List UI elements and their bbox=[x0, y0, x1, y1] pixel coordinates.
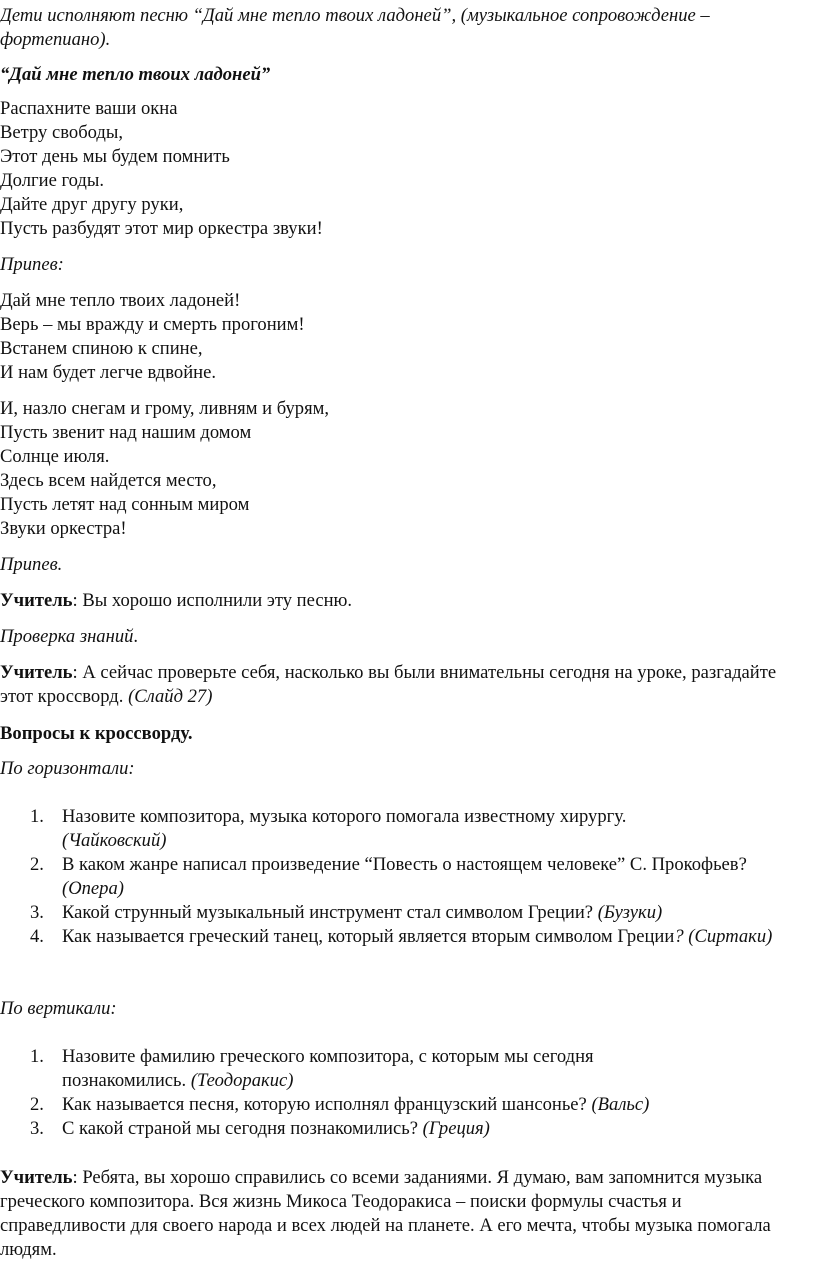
list-item: 3. С какой страной мы сегодня познакомились? (Греция) bbox=[30, 1118, 490, 1139]
verse-line: Пусть разбудят этот мир оркестра звуки! bbox=[0, 218, 323, 239]
chorus-label: Припев: bbox=[0, 254, 64, 275]
list-item: 1. Назовите композитора, музыка которого помогала известному хирургу. (Чайковский) bbox=[30, 806, 627, 851]
teacher-text: : Ребята, вы хорошо справились со всеми заданиями. Я думаю, вам запомнится музыка греческого композитора. Вся жизнь Микоса Теодоракиса – поиски формулы счастья и справедливости для своего народа и всех людей на планете. А его мечта, чтобы музыка помогала людям. bbox=[0, 1167, 771, 1260]
chorus bbox=[0, 289, 305, 385]
chorus-line: И нам будет легче вдвойне. bbox=[0, 362, 216, 383]
list-item: 1. Назовите фамилию греческого композитора, с которым мы сегодня познакомились. (Теодоракис) bbox=[30, 1046, 594, 1091]
teacher-remark-3 bbox=[0, 1166, 812, 1262]
verse-line: Пусть летят над сонным миром bbox=[0, 494, 250, 515]
list-item: 4. Как называется греческий танец, который является вторым символом Греции? (Сиртаки) bbox=[30, 926, 773, 947]
horizontal-questions bbox=[0, 805, 790, 949]
verse-line: Здесь всем найдется место, bbox=[0, 470, 217, 491]
knowledge-check-dot: . bbox=[133, 626, 139, 647]
verse-line: И, назло снегам и грому, ливням и бурям, bbox=[0, 398, 330, 419]
list-item: 3. Какой струнный музыкальный инструмент стал символом Греции? (Бузуки) bbox=[30, 902, 663, 923]
list-item: 2. Как называется песня, которую исполнял французский шансонье? (Вальс) bbox=[30, 1094, 650, 1115]
verse-line: Этот день мы будем помнить bbox=[0, 146, 230, 167]
teacher-remark-2 bbox=[0, 661, 812, 709]
chorus-line: Встанем спиною к спине, bbox=[0, 338, 203, 359]
knowledge-check bbox=[0, 625, 138, 649]
verse-line: Дайте друг другу руки, bbox=[0, 194, 184, 215]
verse-line: Ветру свободы, bbox=[0, 122, 124, 143]
verse-line: Звуки оркестра! bbox=[0, 518, 127, 539]
verse-line: Долгие годы. bbox=[0, 170, 105, 191]
chorus-line: Дай мне тепло твоих ладоней! bbox=[0, 290, 241, 311]
song-title: “Дай мне тепло твоих ладоней” bbox=[0, 64, 271, 85]
vertical-questions bbox=[0, 1045, 790, 1141]
teacher-text: : А сейчас проверьте себя, насколько вы были внимательны сегодня на уроке, разгадайте этот кроссворд. bbox=[0, 662, 777, 707]
verse-line: Распахните ваши окна bbox=[0, 98, 178, 119]
verse-1 bbox=[0, 97, 323, 241]
verse-2 bbox=[0, 397, 329, 541]
questions-heading: Вопросы к кроссворду. bbox=[0, 723, 193, 744]
slide-reference: (Слайд 27) bbox=[128, 686, 213, 707]
list-item: 2. В каком жанре написал произведение “Повесть о настоящем человеке” С. Прокофьев? (Опера) bbox=[30, 854, 747, 899]
chorus-repeat: Припев. bbox=[0, 554, 63, 575]
knowledge-check-label: Проверка знаний bbox=[0, 626, 134, 647]
teacher-label: Учитель bbox=[0, 1167, 73, 1188]
chorus-line: Верь – мы вражду и смерть прогоним! bbox=[0, 314, 305, 335]
teacher-label: Учитель bbox=[0, 662, 73, 683]
horizontal-label: По горизонтали: bbox=[0, 758, 135, 779]
vertical-label: По вертикали: bbox=[0, 998, 117, 1019]
verse-line: Солнце июля. bbox=[0, 446, 110, 467]
teacher-text: : Вы хорошо исполнили эту песню. bbox=[72, 590, 353, 611]
intro-paragraph: Дети исполняют песню “Дай мне тепло твоих ладоней”, (музыкальное сопровождение – фортепиано). bbox=[0, 5, 710, 50]
teacher-label: Учитель bbox=[0, 590, 73, 611]
teacher-remark-1 bbox=[0, 589, 352, 613]
verse-line: Пусть звенит над нашим домом bbox=[0, 422, 252, 443]
